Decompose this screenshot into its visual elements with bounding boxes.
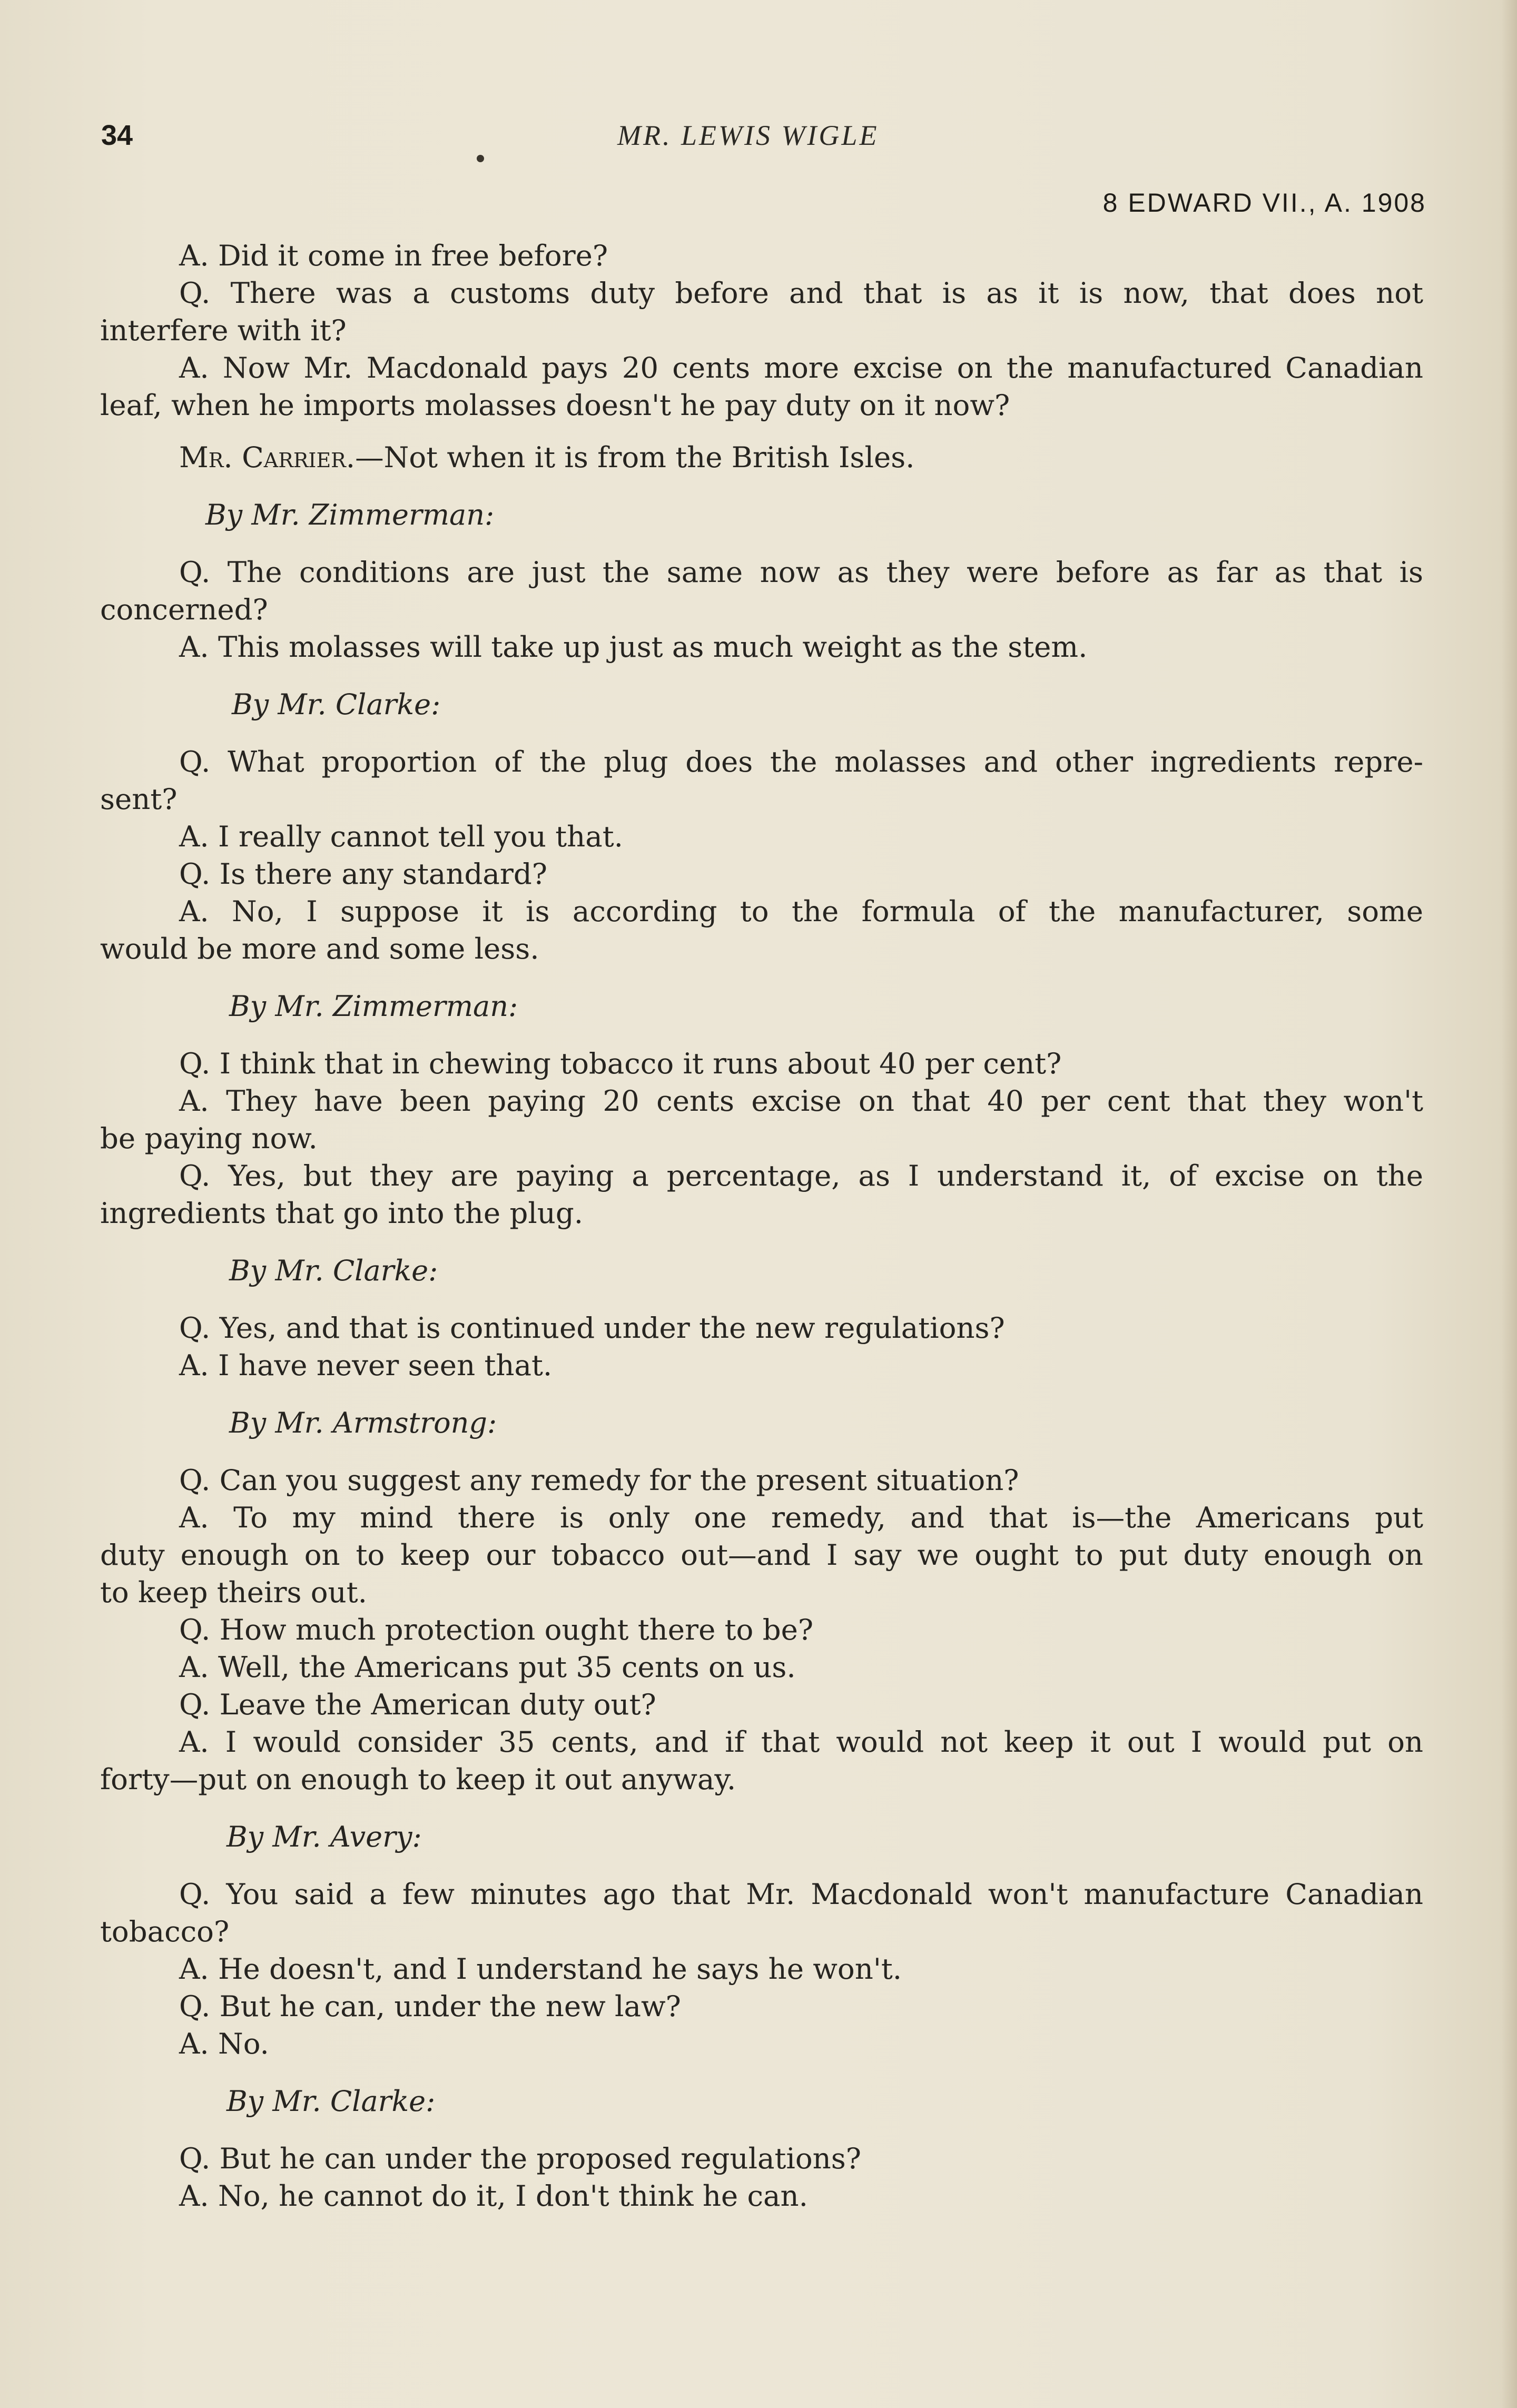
paragraph-question-line: Q. What proportion of the plug does the molasses and other ingredients repre- — [179, 745, 1423, 778]
paragraph-question-line: Q. There was a customs duty before and that is as it is now, that does not — [179, 276, 1423, 310]
speaker-statement — [100, 439, 1423, 476]
paragraph-answer: A. No, he cannot do it, I don't think he can. — [179, 2179, 808, 2213]
speaker-text: —Not when it is from the British Isles. — [355, 440, 915, 474]
paragraph-question: Q. Yes, and that is continued under the new regulations? — [179, 1311, 1005, 1345]
paragraph-question-line: concerned? — [100, 593, 268, 626]
paragraph-question: Q. I think that in chewing tobacco it runs about 40 per cent? — [179, 1047, 1062, 1080]
examiner-heading: By Mr. Clarke: — [229, 1254, 438, 1287]
paragraph-answer: A. I have never seen that. — [179, 1348, 553, 1382]
paragraph-question-line: interfere with it? — [100, 313, 347, 347]
paragraph-answer-line: leaf, when he imports molasses doesn't he pay duty on it now? — [100, 388, 1010, 422]
paragraph-answer-line: A. No, I suppose it is according to the formula of the manufacturer, some — [179, 894, 1423, 928]
paragraph-question: Q. Can you suggest any remedy for the present situation? — [179, 1463, 1019, 1497]
paragraph-answer-line: forty—put on enough to keep it out anyway. — [100, 1762, 736, 1796]
examiner-heading: By Mr. Avery: — [226, 1820, 422, 1853]
paragraph-answer-line: A. To my mind there is only one remedy, and that is—the Americans put — [179, 1501, 1423, 1534]
examiner-heading: By Mr. Clarke: — [232, 688, 441, 721]
paragraph-answer-line: A. I would consider 35 cents, and if that would not keep it out I would put on — [179, 1725, 1423, 1759]
paragraph-question: Q. How much protection ought there to be? — [179, 1613, 814, 1646]
paragraph-question-line: Q. Yes, but they are paying a percentage, as I understand it, of excise on the — [179, 1159, 1423, 1192]
paragraph-question-line: ingredients that go into the plug. — [100, 1196, 584, 1230]
paragraph-answer-line: A. Now Mr. Macdonald pays 20 cents more excise on the manufactured Canadian — [179, 351, 1423, 384]
paragraph-answer: A. Did it come in free before? — [179, 239, 608, 272]
examiner-heading: By Mr. Armstrong: — [229, 1406, 497, 1439]
transcript-body — [100, 237, 1423, 2215]
examiner-heading: By Mr. Clarke: — [226, 2085, 436, 2118]
paragraph-question-line: sent? — [100, 782, 178, 816]
page-number: 34 — [101, 120, 133, 151]
paragraph-answer-line: A. They have been paying 20 cents excise on that 40 per cent that they won't — [179, 1084, 1423, 1118]
paragraph-answer-line: be paying now. — [100, 1121, 318, 1155]
running-head: MR. LEWIS WIGLE — [617, 120, 879, 151]
paragraph-question: Q. Leave the American duty out? — [179, 1687, 656, 1721]
examiner-heading: By Mr. Zimmerman: — [205, 498, 495, 531]
paragraph-question-line: tobacco? — [100, 1914, 230, 1948]
page-edge-shadow — [1501, 0, 1517, 2408]
speaker-name: Mr. Carrier. — [179, 440, 356, 474]
paragraph-question: Q. Is there any standard? — [179, 857, 548, 891]
paragraph-answer: A. I really cannot tell you that. — [179, 820, 623, 853]
paragraph-answer-line: duty enough on to keep our tobacco out—and I say we ought to put duty enough on — [100, 1538, 1423, 1572]
examiner-heading: By Mr. Zimmerman: — [229, 990, 518, 1023]
ink-speck — [477, 155, 484, 162]
paragraph-question: Q. But he can, under the new law? — [179, 1989, 681, 2023]
paragraph-question-line: Q. You said a few minutes ago that Mr. Macdonald won't manufacture Canadian — [179, 1877, 1423, 1911]
paragraph-answer: A. Well, the Americans put 35 cents on us. — [179, 1650, 796, 1684]
paragraph-answer-line: to keep theirs out. — [100, 1575, 367, 1609]
paragraph-question-line: Q. The conditions are just the same now as they were before as far as that is — [179, 555, 1423, 589]
session-label: 8 EDWARD VII., A. 1908 — [1102, 188, 1426, 218]
paragraph-answer: A. No. — [179, 2027, 269, 2060]
paragraph-answer: A. He doesn't, and I understand he says he won't. — [179, 1952, 902, 1986]
paragraph-answer: A. This molasses will take up just as much weight as the stem. — [179, 630, 1088, 664]
paragraph-answer-line: would be more and some less. — [100, 932, 539, 965]
page-header — [101, 117, 1429, 154]
paragraph-question: Q. But he can under the proposed regulations? — [179, 2141, 861, 2175]
